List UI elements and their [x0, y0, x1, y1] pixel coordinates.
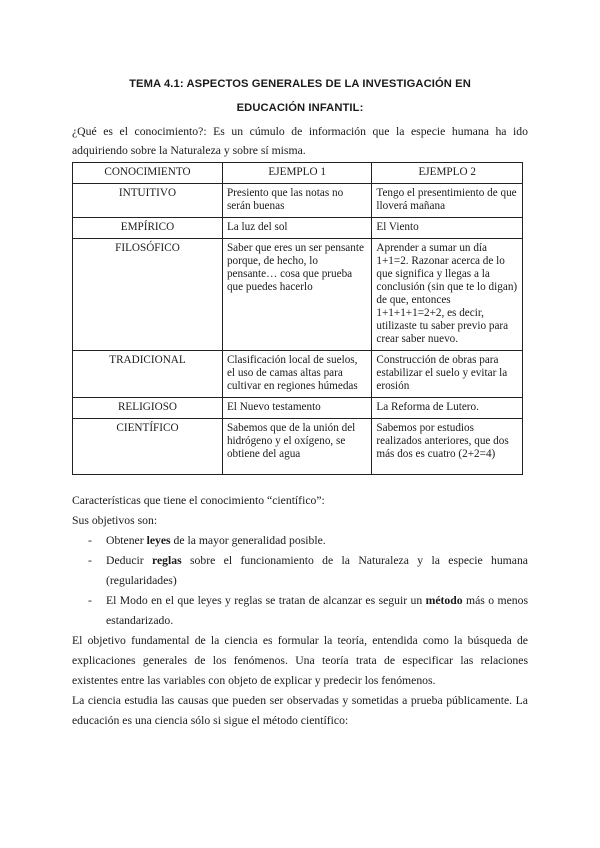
row-example-2: Tengo el presentimiento de que lloverá mañana: [372, 184, 523, 218]
characteristics-section: [72, 491, 528, 731]
item-text: El Modo en el que leyes y reglas se tratan de alcanzar es seguir un: [106, 594, 426, 607]
page-title: [72, 74, 528, 118]
row-type: EMPÍRICO: [73, 218, 223, 239]
table-row: [73, 398, 523, 419]
table-row: [73, 218, 523, 239]
item-bold-text: reglas: [152, 554, 182, 567]
row-type: TRADICIONAL: [73, 351, 223, 398]
row-example-2: Construcción de obras para estabilizar el suelo y evitar la erosión: [372, 351, 523, 398]
row-example-2: Aprender a sumar un día 1+1=2. Razonar acerca de lo que significa y llegas a la conclusión (sin que te lo digan) de que, entonces 1+1+1+1=2+2, es decir, utilizaste tu saber previo para crear saber nuevo.: [372, 239, 523, 351]
item-text: más o menos estandarizado.: [106, 594, 528, 627]
table-header-row: [73, 163, 523, 184]
row-type: INTUITIVO: [73, 184, 223, 218]
row-example-1: Presiento que las notas no serán buenas: [222, 184, 371, 218]
title-line-2: EDUCACIÓN INFANTIL:: [236, 102, 364, 114]
characteristics-heading: Características que tiene el conocimiento “científico”:: [72, 494, 325, 507]
header-ejemplo-2: EJEMPLO 2: [372, 163, 523, 184]
row-example-1: Saber que eres un ser pensante porque, de hecho, lo pensante… cosa que prueba que puedes hacerlo: [222, 239, 371, 351]
row-example-2: Sabemos por estudios realizados anteriores, que dos más dos es cuatro (2+2=4): [372, 419, 523, 475]
document-page: [72, 0, 528, 731]
table-row: [73, 419, 523, 475]
item-bold-text: método: [425, 594, 463, 607]
title-line-1: TEMA 4.1: ASPECTOS GENERALES DE LA INVESTIGACIÓN EN: [129, 78, 471, 90]
item-bold-text: leyes: [146, 534, 171, 547]
row-type: CIENTÍFICO: [73, 419, 223, 475]
row-example-1: Sabemos que de la unión del hidrógeno y el oxígeno, se obtiene del agua: [222, 419, 371, 475]
row-example-2: La Reforma de Lutero.: [372, 398, 523, 419]
table-row: [73, 239, 523, 351]
row-example-1: El Nuevo testamento: [222, 398, 371, 419]
table-row: [73, 184, 523, 218]
row-example-1: La luz del sol: [222, 218, 371, 239]
list-dash: -: [88, 594, 92, 607]
science-paragraph-1: El objetivo fundamental de la ciencia es formular la teoría, entendida como la búsqueda de explicaciones generales de los fenómenos. Una teoría trata de especificar las relaciones existentes entre las variables con objeto de explicar y predecir los fenómenos.: [72, 634, 528, 687]
row-type: FILOSÓFICO: [73, 239, 223, 351]
item-text: Deducir: [106, 554, 152, 567]
item-text: de la mayor generalidad posible.: [170, 534, 326, 547]
row-example-2: El Viento: [372, 218, 523, 239]
item-text: sobre el funcionamiento de la Naturaleza y la especie humana (regularidades): [106, 554, 528, 587]
list-dash: -: [88, 554, 92, 567]
header-ejemplo-1: EJEMPLO 1: [222, 163, 371, 184]
knowledge-table: [72, 162, 523, 475]
science-paragraph-2: La ciencia estudia las causas que pueden ser observadas y sometidas a prueba públicamente. La educación es una ciencia sólo si sigue el método científico:: [72, 694, 528, 727]
item-text: Obtener: [106, 534, 147, 547]
row-example-1: Clasificación local de suelos, el uso de camas altas para cultivar en regiones húmedas: [222, 351, 371, 398]
list-dash: -: [88, 534, 92, 547]
table-row: [73, 351, 523, 398]
intro-paragraph: ¿Qué es el conocimiento?: Es un cúmulo de información que la especie humana ha ido adquiriendo sobre la Naturaleza y sobre sí misma.: [72, 125, 528, 157]
header-conocimiento: CONOCIMIENTO: [73, 163, 223, 184]
objectives-heading: Sus objetivos son:: [72, 514, 158, 527]
list-item: [72, 531, 528, 551]
list-item: [72, 591, 528, 631]
list-item: [72, 551, 528, 591]
row-type: RELIGIOSO: [73, 398, 223, 419]
objectives-list: [72, 531, 528, 631]
